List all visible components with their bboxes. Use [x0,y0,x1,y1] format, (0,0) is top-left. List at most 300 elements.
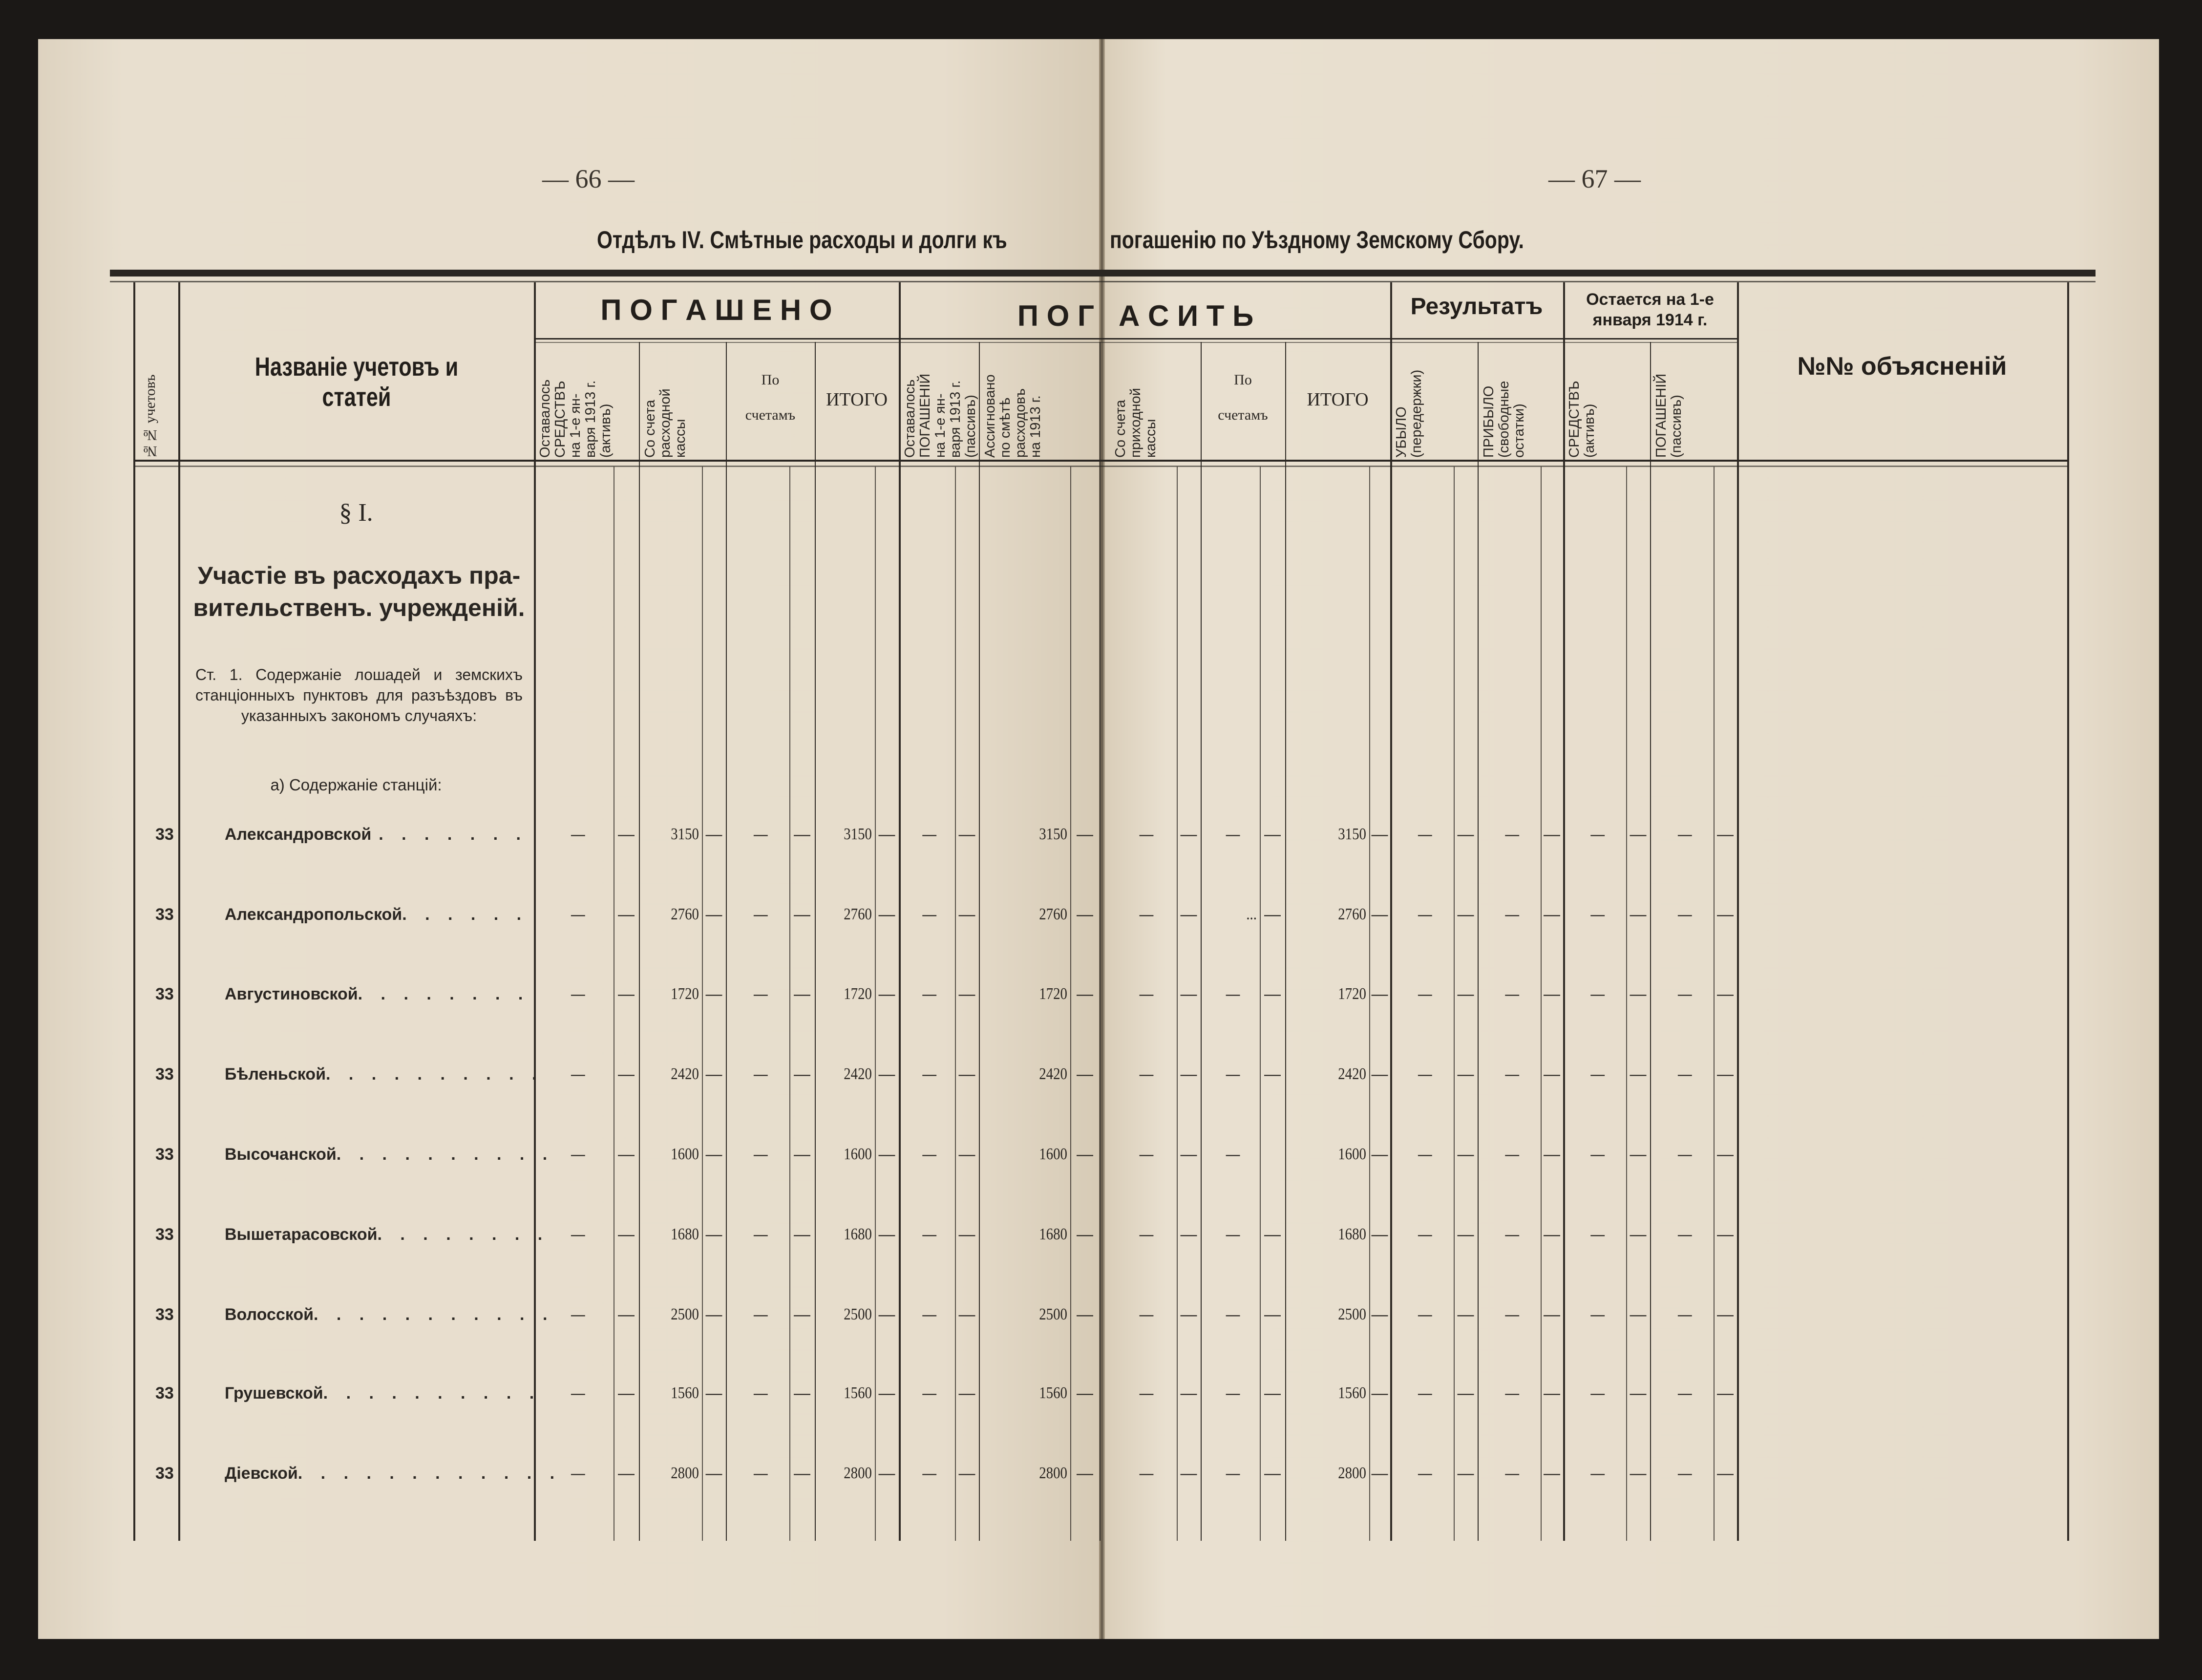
rubles-cell: — [1139,1305,1154,1324]
kopecks-cell: — [1371,1225,1388,1244]
rubles-cell: — [753,1065,768,1084]
kopecks-cell: — [1717,1464,1734,1483]
rubles-cell: — [1226,1384,1240,1403]
kopecks-cell: — [1630,1225,1647,1244]
subcolumn-rule [1650,342,1651,1541]
kopecks-cell: — [618,1464,635,1483]
kopecks-cell: — [958,1225,975,1244]
rubles-cell: 2800 [1039,1464,1067,1482]
kopecks-cell: — [618,1384,635,1403]
kopecks-cell: — [1264,1225,1281,1244]
rubles-cell: — [753,1305,768,1324]
rubles-cell: 1720 [1039,985,1067,1003]
kopecks-cell: — [705,905,722,924]
rubles-cell: 2800 [1338,1464,1366,1482]
kopecks-cell: — [618,1225,635,1244]
subcolumn-rule [726,342,727,1541]
kopecks-cell: — [794,825,810,844]
rubles-cell: — [571,985,585,1003]
subcolumn-header-4: Оставалось ПОГАШЕНІЙ на 1-е ян- варя 1913 г. (пассивъ) [902,373,978,458]
rubles-cell: 1600 [844,1145,872,1163]
subcolumn-header-8: ИТОГО [1307,389,1369,410]
kopecks-cell: — [1630,1305,1647,1324]
top-rule [110,270,2096,276]
kopecks-cell: — [1630,985,1647,1003]
subcolumn-rule [1100,342,1101,1541]
rubles-cell: 2420 [1338,1065,1366,1083]
rubles-cell: — [922,1305,937,1324]
row-account-number: 33 [155,1065,174,1084]
rubles-cell: — [1590,1225,1605,1244]
header-group-remains: Остается на 1-е января 1914 г. [1586,290,1714,329]
kopecks-cell: — [1077,825,1093,844]
row-name [225,1145,554,1164]
kopecks-cell: — [1077,905,1093,924]
header-account-number: №№ учетовъ [142,374,158,459]
row-name [225,825,528,844]
row-account-number: 33 [155,1145,174,1164]
rubles-cell: — [571,1464,585,1483]
kopecks-cell: — [1717,1305,1734,1324]
header-bottom-rule [133,466,2068,467]
kopecks-cell: — [1457,1305,1474,1324]
subcolumn-header-12: ПОГАШЕНІЙ (пассивъ) [1653,373,1684,458]
rubles-cell: 3150 [844,825,872,843]
kopecks-cell: — [1077,1384,1093,1403]
kopecks-cell: — [1544,1464,1560,1483]
rubles-cell: — [1139,825,1154,844]
rubles-cell: — [571,905,585,924]
rubles-cell: — [753,1145,768,1164]
kopecks-cell: — [1717,1384,1734,1403]
row-account-number: 33 [155,1305,174,1324]
rubles-cell: — [571,825,585,844]
kopecks-cell: — [1264,1065,1281,1084]
rubles-cell: — [1418,985,1432,1003]
rubles-cell: — [571,1065,585,1084]
kopecks-cell: — [705,1384,722,1403]
kopecks-cell: — [1457,985,1474,1003]
page-number-left: — 66 — [542,164,635,193]
row-account-number: 33 [155,905,174,924]
rubles-cell: — [1226,1225,1240,1244]
rubles-cell: — [571,1384,585,1403]
rubles-cell: — [1505,825,1520,844]
rubles-cell: 1600 [1338,1145,1366,1163]
section-heading: Участіе въ расходахъ пра-вительственъ. учрежденій. [193,562,525,621]
leader-dots: . . . . . . . . . . [325,1065,544,1084]
kopecks-cell: — [878,825,895,844]
kopecks-cell: — [618,825,635,844]
rubles-cell: — [1590,905,1605,924]
rubles-cell: — [1677,1145,1692,1164]
kopecks-cell: — [1544,1065,1560,1084]
kopecks-cell: — [1630,825,1647,844]
kopecks-cell: — [1180,905,1197,924]
rubles-cell: — [1226,1065,1240,1084]
row-name [225,1305,554,1324]
rubles-cell: — [1226,985,1240,1003]
row-name-text: Августиновской [225,985,358,1003]
rubles-cell: 3150 [1338,825,1366,843]
rubles-cell: 2500 [671,1305,699,1323]
subcolumn-rule [1563,342,1564,1541]
row-account-number: 33 [155,1464,174,1483]
rubles-cell: 1680 [844,1225,872,1243]
rubles-cell: — [1418,1065,1432,1084]
row-name-text: Александропольской [225,905,402,924]
rubles-cell: — [1590,1065,1605,1084]
kopecks-cell: — [1544,825,1560,844]
row-account-number: 33 [155,1225,174,1244]
kopecks-cell: — [1371,1065,1388,1084]
rubles-cell: — [1505,1464,1520,1483]
row-name [225,1225,550,1244]
section-title-left: Отдѣлъ IV. Смѣтные расходы и долги къ [597,226,1007,254]
row-name [225,1065,544,1084]
leader-dots: . . . . . . . . . . . [314,1305,554,1324]
kopecks-cell: — [1180,1305,1197,1324]
subcolumn-rule [979,342,980,1541]
rubles-cell: — [1226,1464,1240,1483]
rubles-cell: 2800 [671,1464,699,1482]
row-name [225,1384,541,1403]
rubles-cell: — [922,1225,937,1244]
rubles-cell: — [1226,825,1240,844]
rubles-cell: — [1677,985,1692,1003]
rubles-cell: 1600 [1039,1145,1067,1163]
kopecks-cell: — [1544,1305,1560,1324]
kopecks-cell: — [1180,1384,1197,1403]
rubles-cell: — [1677,825,1692,844]
rubles-cell: 2500 [1039,1305,1067,1323]
kopecks-cell: — [1544,985,1560,1003]
rubles-cell: — [1418,905,1432,924]
subcolumn-header-0: Оставалось СРЕДСТВЪ на 1-е ян- варя 1913 г. (активъ) [537,379,614,458]
rubles-cell: 1720 [844,985,872,1003]
rubles-cell: — [1677,905,1692,924]
rubles-cell: — [753,985,768,1003]
kopecks-cell: — [1077,1065,1093,1084]
kopecks-cell: — [1180,1145,1197,1164]
column-rule [534,282,536,1541]
row-account-number: 33 [155,825,174,844]
rubles-cell: — [922,1065,937,1084]
subcolumn-rule [1737,342,1738,1541]
row-name [225,905,528,924]
leader-dots: . . . . . . . [379,825,528,844]
kopecks-cell: — [705,1305,722,1324]
rubles-cell: — [1418,1464,1432,1483]
rubles-cell: 2420 [844,1065,872,1083]
kopecks-cell: — [1457,1384,1474,1403]
kopecks-cell: — [705,825,722,844]
subcolumn-header-10: ПРИБЫЛО (свободные остатки) [1481,381,1527,458]
kopecks-cell: — [705,1464,722,1483]
kopecks-cell: — [878,1225,895,1244]
column-rule [178,282,180,1541]
kopecks-cell: — [1630,905,1647,924]
kopecks-cell: — [958,1384,975,1403]
rubles-cell: — [1677,1225,1692,1244]
rubles-cell: — [1139,1384,1154,1403]
rubles-cell: — [1139,1464,1154,1483]
subcolumn-header-1: Со счета расходной кассы [642,388,688,458]
kopecks-cell: — [878,1464,895,1483]
subcolumn-header-2: По счетамъ [745,372,796,423]
kopecks-cell: — [794,1464,810,1483]
rubles-cell: 1600 [671,1145,699,1163]
rubles-cell: 1560 [671,1384,699,1402]
kopecks-cell: — [1717,985,1734,1003]
kopecks-cell: — [618,1305,635,1324]
rubles-cell: 1680 [1039,1225,1067,1243]
kopecks-cell: — [1077,1305,1093,1324]
column-rule [133,282,135,1541]
row-name [225,985,528,1004]
kopecks-cell: — [705,1145,722,1164]
rubles-cell: — [753,1384,768,1403]
rubles-cell: — [922,1145,937,1164]
kopecks-cell: — [1630,1065,1647,1084]
kopecks-cell: — [1717,825,1734,844]
rubles-cell: — [1418,1384,1432,1403]
top-rule-thin [110,281,2096,282]
kopecks-cell: — [1180,985,1197,1003]
kopecks-cell: — [1544,1384,1560,1403]
subcolumn-header-3: ИТОГО [826,389,888,410]
subcolumn-rule [899,342,900,1541]
rubles-cell: 2420 [1039,1065,1067,1083]
rubles-cell: — [753,1225,768,1244]
rubles-cell: — [1418,1145,1432,1164]
rubles-cell: ... [1246,905,1257,923]
kopecks-cell: — [878,1305,895,1324]
rubles-cell: — [1139,1225,1154,1244]
header-group-to-pay-right: А С И Т Ь [1119,299,1254,332]
kopecks-cell: — [1457,825,1474,844]
rubles-cell: 1680 [671,1225,699,1243]
kopecks-cell: — [1077,1145,1093,1164]
row-name-text: Грушевской [225,1384,323,1403]
row-name-text: Волосской [225,1305,314,1324]
row-account-number: 33 [155,1384,174,1403]
leader-dots: . . . . . . . . . . . . [297,1464,562,1483]
kopecks-cell: — [705,1065,722,1084]
header-group-result: Результатъ [1410,294,1543,319]
rubles-cell: — [1418,1305,1432,1324]
kopecks-cell: — [1264,1464,1281,1483]
rubles-cell: — [1590,1464,1605,1483]
subcolumn-header-6: Со счета приходной кассы [1113,388,1159,458]
rubles-cell: 1680 [1338,1225,1366,1243]
subcolumn-header-5: Ассигновано по смѣтѣ расходовъ на 1913 г. [982,374,1043,458]
leader-dots: . . . . . . . . . . [336,1145,554,1164]
rubles-cell: — [1505,1225,1520,1244]
rubles-cell: — [1226,1145,1240,1164]
rubles-cell: 1720 [671,985,699,1003]
rubles-cell: — [1590,985,1605,1003]
subheading: а) Содержаніе станцій: [270,776,442,794]
kopecks-cell: — [1717,905,1734,924]
kopecks-cell: — [1457,1065,1474,1084]
kopecks-cell: — [1264,1384,1281,1403]
kopecks-cell: — [618,1065,635,1084]
rubles-cell: 3150 [1039,825,1067,843]
header-notes: №№ объясненій [1797,352,2007,381]
rubles-cell: — [753,905,768,924]
rubles-cell: — [1505,905,1520,924]
kopecks-cell: — [958,1464,975,1483]
kopecks-cell: — [618,905,635,924]
kopecks-cell: — [1264,1305,1281,1324]
rubles-cell: — [1677,1305,1692,1324]
rubles-cell: 1560 [844,1384,872,1402]
row-name-text: Александровской [225,825,372,844]
kopecks-cell: — [1180,825,1197,844]
kopecks-cell: — [958,1065,975,1084]
leader-dots: . . . . . . [402,905,529,924]
kopecks-cell: — [958,1305,975,1324]
header-name: Названіе учетовъ и статей [254,352,459,412]
rubles-cell: — [922,985,937,1003]
row-name-text: Бѣленьской [225,1065,326,1084]
row-account-number: 33 [155,985,174,1003]
rubles-cell: 1720 [1338,985,1366,1003]
rubles-cell: 2760 [671,905,699,923]
rubles-cell: 2760 [1039,905,1067,923]
kopecks-cell: — [1630,1464,1647,1483]
kopecks-cell: — [1371,905,1388,924]
kopecks-cell: — [705,1225,722,1244]
rubles-cell: — [1226,1305,1240,1324]
kopecks-cell: — [878,905,895,924]
rubles-cell: — [1418,825,1432,844]
kopecks-cell: — [794,1384,810,1403]
section-title-right: погашенію по Уѣздному Земскому Сбору. [1110,226,1524,254]
rubles-cell: — [1139,905,1154,924]
kopecks-cell: — [1371,985,1388,1003]
subcolumn-rule [1285,342,1286,1541]
kopecks-cell: — [1264,905,1281,924]
kopecks-cell: — [794,1305,810,1324]
kopecks-cell: — [618,1145,635,1164]
kopecks-cell: — [1371,1305,1388,1324]
rubles-cell: — [753,1464,768,1483]
kopecks-cell: — [794,905,810,924]
rubles-cell: 1560 [1338,1384,1366,1402]
header-bottom-rule [133,460,2068,462]
rubles-cell: — [922,1464,937,1483]
kopecks-cell: — [1180,1225,1197,1244]
subcolumn-rule [1390,342,1391,1541]
kopecks-cell: — [1264,985,1281,1003]
kopecks-cell: — [1457,905,1474,924]
kopecks-cell: — [1264,825,1281,844]
rubles-cell: — [1677,1065,1692,1084]
row-name-text: Высочанской [225,1145,337,1164]
kopecks-cell: — [794,1065,810,1084]
rubles-cell: — [1418,1225,1432,1244]
rubles-cell: — [1677,1384,1692,1403]
leader-dots: . . . . . . . . . . [323,1384,541,1403]
rubles-cell: 2800 [844,1464,872,1482]
rubles-cell: — [571,1225,585,1244]
section-mark: § I. [339,499,373,527]
kopecks-cell: — [1717,1145,1734,1164]
row-name-text: Діевской [225,1464,298,1483]
rubles-cell: — [753,825,768,844]
rubles-cell: 2500 [1338,1305,1366,1323]
rubles-cell: — [1590,825,1605,844]
kopecks-cell: — [1544,1145,1560,1164]
kopecks-cell: — [878,1065,895,1084]
rubles-cell: — [1505,1145,1520,1164]
kopecks-cell: — [958,985,975,1003]
rubles-cell: — [1139,985,1154,1003]
kopecks-cell: — [1717,1225,1734,1244]
kopecks-cell: — [1457,1464,1474,1483]
kopecks-cell: — [1371,825,1388,844]
rubles-cell: — [1505,1384,1520,1403]
header-group-to-pay-left: П О Г [1017,299,1094,332]
kopecks-cell: — [1457,1145,1474,1164]
rubles-cell: — [571,1145,585,1164]
kopecks-cell: — [1180,1065,1197,1084]
kopecks-cell: — [958,825,975,844]
kopecks-cell: — [1544,905,1560,924]
rubles-cell: 2760 [1338,905,1366,923]
kopecks-cell: — [878,1145,895,1164]
kopecks-cell: — [958,905,975,924]
kopecks-cell: — [1077,985,1093,1003]
kopecks-cell: — [1371,1145,1388,1164]
rubles-cell: — [1505,1305,1520,1324]
kopecks-cell: — [878,985,895,1003]
subheader-rule [534,338,1737,340]
kopecks-cell: — [1630,1145,1647,1164]
kopecks-cell: — [1077,1464,1093,1483]
kopecks-cell: — [1371,1384,1388,1403]
leader-dots: . . . . . . . . [358,985,530,1003]
subcolumn-header-9: УБЫЛО (передержки) [1394,369,1424,458]
article-text: Ст. 1. Содержаніе лошадей и земскихъ станціонныхъ пунктовъ для разъѣздовъ въ указанныхъ закономъ случаяхъ: [195,666,523,724]
header-group-paid: П О Г А Ш Е Н О [600,294,832,326]
rubles-cell: — [1505,1065,1520,1084]
kopecks-cell: — [794,1225,810,1244]
row-name [225,1464,562,1483]
kopecks-cell: — [1371,1464,1388,1483]
rubles-cell: — [1677,1464,1692,1483]
rubles-cell: — [1139,1065,1154,1084]
rubles-cell: 2500 [844,1305,872,1323]
row-name-text: Вышетарасовской [225,1225,378,1244]
rubles-cell: 1560 [1039,1384,1067,1402]
kopecks-cell: — [618,985,635,1003]
kopecks-cell: — [1544,1225,1560,1244]
column-rule [2067,282,2069,1541]
page-number-right: — 67 — [1548,164,1641,193]
rubles-cell: — [1139,1145,1154,1164]
kopecks-cell: — [1630,1384,1647,1403]
kopecks-cell: — [705,985,722,1003]
rubles-cell: — [1590,1384,1605,1403]
kopecks-cell: — [1717,1065,1734,1084]
subheader-rule [534,342,1737,343]
rubles-cell: — [922,1384,937,1403]
kopecks-cell: — [1180,1464,1197,1483]
rubles-cell: — [922,905,937,924]
